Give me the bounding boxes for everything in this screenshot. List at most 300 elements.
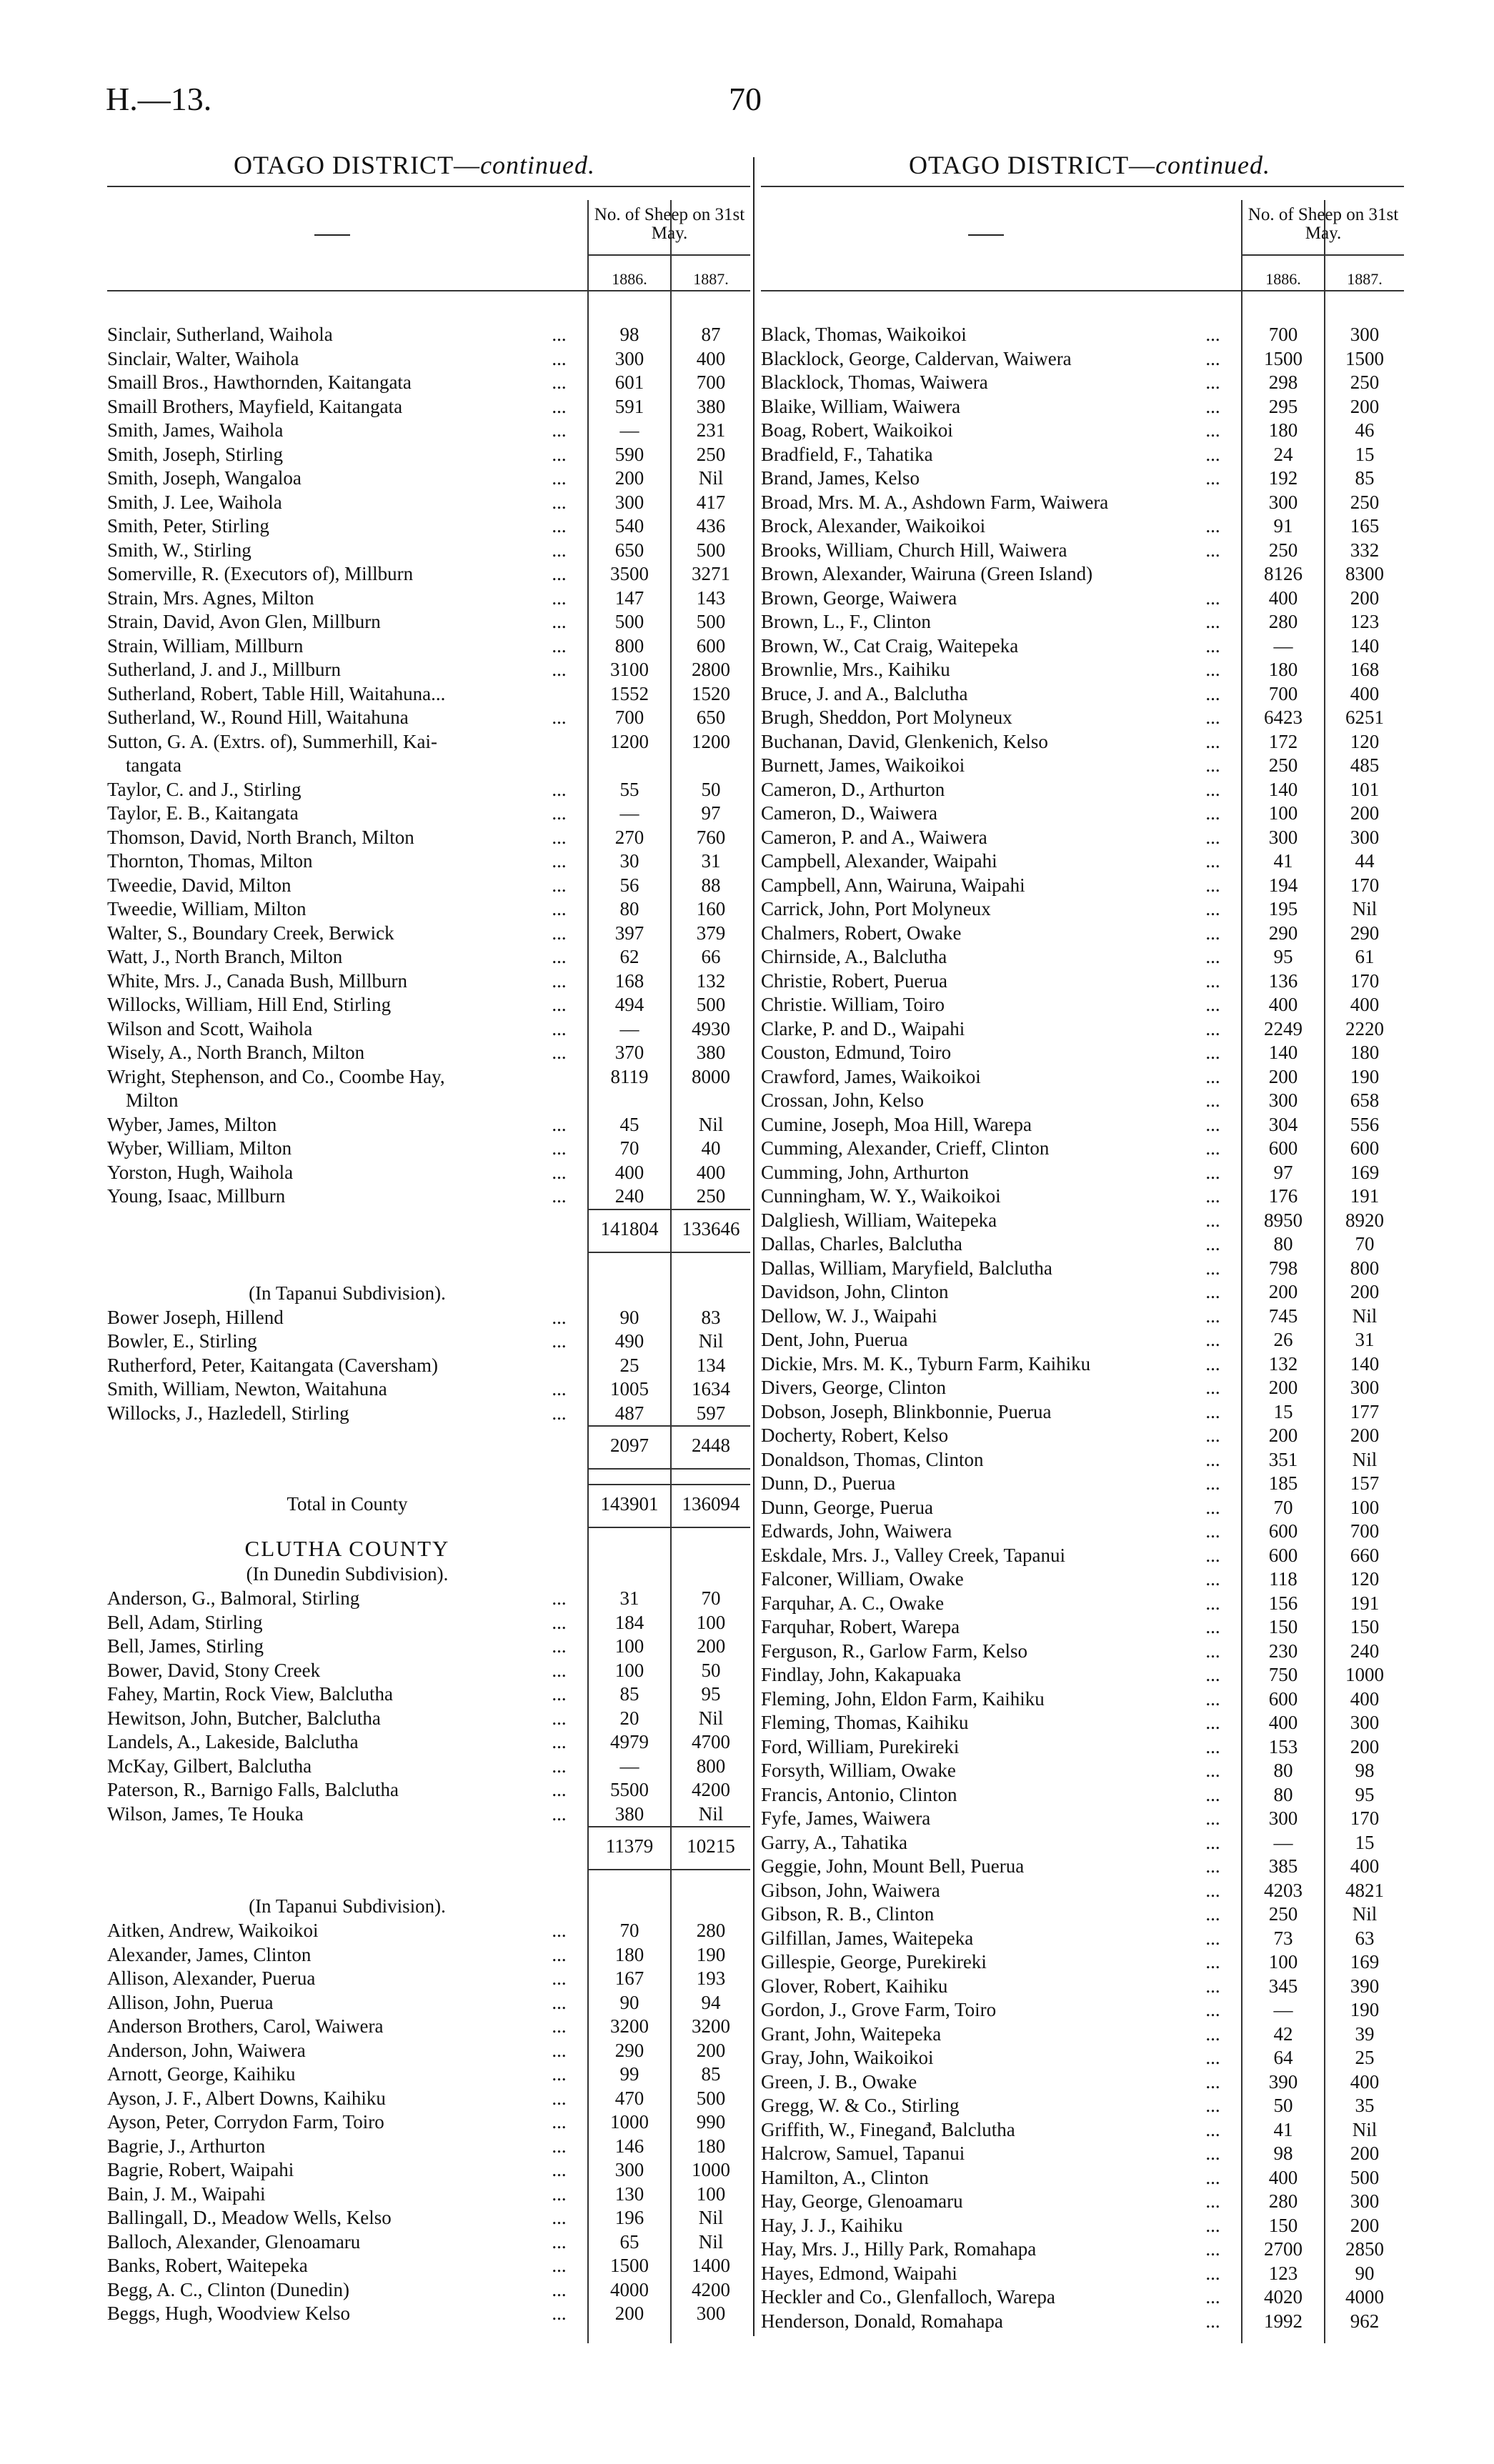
sheep-1886: 95 (1273, 946, 1293, 967)
sheep-1887: 170 (1350, 1807, 1380, 1829)
owner-name: Ayson, J. F., Albert Downs, Kaihiku (107, 2087, 386, 2109)
leader-dots: ... (552, 2278, 567, 2300)
table-row (761, 2094, 1404, 2118)
owner-name: Bowler, E., Stirling (107, 1330, 257, 1352)
sheep-1887: 4000 (1345, 2286, 1384, 2308)
sheep-1886: 130 (614, 2183, 644, 2205)
leader-dots: ... (552, 1330, 567, 1352)
table-row (107, 778, 750, 802)
sheep-1887: 400 (696, 1161, 726, 1183)
sheep-1886: 180 (1268, 419, 1298, 441)
sheep-1886: 56 (619, 874, 639, 896)
table-row (761, 587, 1404, 611)
sheep-1886: 250 (1268, 539, 1298, 561)
sheep-1887: 300 (1350, 1712, 1380, 1733)
owner-name: Bruce, J. and A., Balclutha (761, 682, 968, 704)
leader-dots: ... (1205, 419, 1220, 441)
sheep-1886: 98 (1273, 2143, 1293, 2164)
sheep-1887: 25 (1355, 2047, 1375, 2068)
table-row (761, 1711, 1404, 1735)
sheep-1886: 118 (1269, 1568, 1298, 1590)
sheep-1886: 700 (614, 707, 644, 728)
sheep-1887: 1400 (692, 2255, 730, 2276)
owner-name: Donaldson, Thomas, Clinton (761, 1448, 984, 1470)
table-row (107, 826, 750, 850)
owner-name: Fyfe, James, Waiwera (761, 1807, 931, 1829)
owner-name: Bell, James, Stirling (107, 1635, 264, 1657)
table-row (761, 1998, 1404, 2022)
sheep-1887: 200 (1350, 1425, 1380, 1446)
owner-name: Rutherford, Peter, Kaitangata (Caversham) (107, 1354, 438, 1376)
owner-name: Griffith, W., Fineganđ, Balclutha (761, 2118, 1015, 2140)
table-row (761, 1496, 1404, 1520)
table-row (761, 2142, 1404, 2166)
leader-dots: ... (552, 874, 567, 896)
leader-dots: ... (1205, 1855, 1220, 1877)
year-1887-heading: 1887. (693, 270, 729, 288)
sheep-1887: 3200 (692, 2015, 730, 2037)
table-row (761, 467, 1404, 491)
sheep-1887: 200 (1350, 587, 1380, 609)
table-row (761, 514, 1404, 539)
sheep-1886: 153 (1268, 1735, 1298, 1757)
leader-dots: ... (1205, 1975, 1220, 1997)
sheep-1887: 4200 (692, 1779, 730, 1800)
sheep-1886: 1000 (610, 2111, 649, 2133)
leader-dots: ... (552, 491, 567, 513)
leader-dots: ... (552, 1017, 567, 1039)
leader-dots: ... (552, 2303, 567, 2324)
sheep-1887: 87 (701, 324, 721, 345)
table-row (107, 993, 750, 1017)
sheep-1886: 132 (1268, 1352, 1298, 1375)
sheep-1886: 184 (614, 1611, 644, 1633)
table-row (107, 1659, 750, 1683)
sheep-1886: 200 (1268, 1377, 1298, 1398)
sheep-1886: 745 (1268, 1305, 1298, 1327)
sheep-1887: 8000 (692, 1065, 730, 1087)
sheep-1886: 280 (1268, 2190, 1298, 2212)
sheep-1886: 73 (1273, 1927, 1293, 1949)
leader-dots: ... (1205, 347, 1220, 369)
table-row (761, 1831, 1404, 1855)
sheep-1887: 98 (1355, 1760, 1375, 1781)
sheep-1887: 990 (696, 2111, 726, 2133)
owner-name: Heckler and Co., Glenfalloch, Warepa (761, 2286, 1055, 2308)
table-row (107, 514, 750, 539)
sheep-1887: 193 (696, 1967, 726, 1989)
table-row (761, 610, 1404, 634)
left-column-title: OTAGO DISTRICT—continued. (233, 151, 596, 179)
table-row (761, 1567, 1404, 1592)
subtotal-row (107, 1826, 750, 1870)
table-row (761, 1975, 1404, 1999)
table-row (761, 1879, 1404, 1903)
sheep-1887: 2220 (1345, 1017, 1384, 1039)
leader-dots: ... (552, 802, 567, 824)
sheep-1887: Nil (698, 2230, 724, 2253)
leader-dots: ... (1205, 754, 1220, 776)
table-row (107, 849, 750, 874)
leader-dots: ... (1205, 2214, 1220, 2236)
table-row (761, 1400, 1404, 1425)
sheep-1886: 800 (614, 634, 644, 657)
table-row (107, 1611, 750, 1635)
sheep-1887: 300 (1350, 324, 1380, 345)
sheep-1886: 1500 (610, 2255, 649, 2276)
total-1887: 136094 (682, 1493, 740, 1515)
table-row (761, 1328, 1404, 1352)
leader-dots: ... (552, 371, 567, 393)
sheep-1887: 190 (1350, 1999, 1380, 2020)
owner-name: Allison, John, Puerua (107, 1991, 274, 2013)
table-row (761, 1184, 1404, 1209)
leader-dots: ... (1205, 1113, 1220, 1135)
sheep-1886: 70 (619, 1920, 639, 1941)
table-row (107, 730, 750, 754)
table-row (107, 2254, 750, 2278)
owner-name: Hewitson, John, Butcher, Balclutha (107, 1707, 381, 1729)
table-row (107, 2110, 750, 2135)
sheep-1886: 180 (614, 1943, 644, 1965)
table-row (107, 2063, 750, 2087)
table-row (761, 371, 1404, 395)
table-row (761, 874, 1404, 898)
spacer (107, 1253, 750, 1282)
sheep-1887: 250 (696, 443, 726, 465)
sheep-1887: 290 (1350, 922, 1380, 944)
owner-name: Sutherland, J. and J., Millburn (107, 659, 341, 680)
leader-dots: ... (552, 2063, 567, 2085)
table-row (107, 1991, 750, 2015)
owner-name: Gray, John, Waikoikoi (761, 2047, 934, 2068)
leader-dots: ... (552, 419, 567, 441)
sheep-1887: 100 (696, 1611, 726, 1633)
sheep-1886: 100 (614, 1659, 644, 1681)
subtotal-row (107, 1209, 750, 1253)
sheep-1887: 157 (1350, 1472, 1380, 1494)
sheep-1886: 100 (1268, 802, 1298, 824)
sheep-1887: 400 (1350, 682, 1380, 704)
sheep-1886: 100 (614, 1635, 644, 1657)
table-row (761, 1927, 1404, 1951)
owner-name: Hay, George, Glenoamaru (761, 2190, 963, 2212)
year-1886-heading: 1886. (1265, 270, 1301, 288)
owner-name: Anderson Brothers, Carol, Waiwera (107, 2015, 384, 2037)
leader-dots: ... (552, 1402, 567, 1424)
sheep-1887: Nil (698, 1330, 724, 1352)
owner-name: Cumine, Joseph, Moa Hill, Warepa (761, 1113, 1032, 1135)
sheep-1887: 132 (696, 969, 726, 992)
leader-dots: ... (1205, 634, 1220, 657)
owner-name: Divers, George, Clinton (761, 1377, 946, 1398)
owner-name: Smaill Bros., Hawthornden, Kaitangata (107, 371, 412, 393)
sheep-1887: 85 (1355, 467, 1375, 489)
leader-dots: ... (552, 1779, 567, 1800)
leader-dots: ... (1205, 1472, 1220, 1494)
total-1887: 10215 (687, 1835, 735, 1857)
sheep-1887: 190 (696, 1943, 726, 1965)
sheep-1886: 600 (1268, 1520, 1298, 1542)
sheep-1887: 50 (701, 778, 721, 800)
table-row (107, 2230, 750, 2255)
table-row (761, 2118, 1404, 2143)
sheep-1887: Nil (698, 1113, 724, 1135)
owner-name: Young, Isaac, Millburn (107, 1185, 286, 1207)
table-row (107, 2206, 750, 2230)
sheep-1886: 600 (1268, 1687, 1298, 1710)
sheep-1886: 290 (1268, 922, 1298, 944)
owner-name: Grant, John, Waitepeka (761, 2022, 942, 2045)
leader-dots: ... (552, 2183, 567, 2205)
table-row (761, 1855, 1404, 1879)
sheep-1886: — (1273, 634, 1293, 657)
sheep-1887: 1000 (692, 2159, 730, 2180)
table-row (107, 1778, 750, 1802)
owner-name: Christie. William, Toiro (761, 994, 945, 1015)
sheep-1886: 98 (619, 324, 639, 345)
owner-name: Anderson, G., Balmoral, Stirling (107, 1587, 360, 1609)
owner-name: Smith, James, Waihola (107, 419, 284, 441)
sheep-1887: 250 (696, 1185, 726, 1207)
sheep-1886: 150 (1268, 2214, 1298, 2236)
owner-name: Boag, Robert, Waikoikoi (761, 419, 953, 441)
table-row (761, 323, 1404, 347)
sheep-1887: 169 (1350, 1161, 1380, 1183)
owner-name: Balloch, Alexander, Glenoamaru (107, 2230, 361, 2253)
sheep-1886: 240 (614, 1185, 644, 1207)
leader-dots: ... (1205, 2118, 1220, 2140)
table-row (761, 1113, 1404, 1137)
table-row (107, 2183, 750, 2207)
table-row (107, 1089, 750, 1113)
table-row (107, 969, 750, 994)
sheep-1887: 1520 (692, 682, 730, 704)
owner-name: Gordon, J., Grove Farm, Toiro (761, 1999, 997, 2020)
sheep-1887: 191 (1350, 1185, 1380, 1207)
sheep-1886: 500 (614, 611, 644, 632)
sheep-1887: 380 (696, 395, 726, 417)
owner-name: Crossan, John, Kelso (761, 1089, 924, 1111)
sheep-1886: 600 (1268, 1544, 1298, 1566)
sheep-1887: 760 (696, 826, 726, 848)
sheep-1886: 200 (614, 2303, 644, 2324)
leader-dots: ... (1205, 1448, 1220, 1470)
leader-dots: ... (552, 2015, 567, 2037)
owner-name: Smaill Brothers, Mayfield, Kaitangata (107, 395, 403, 417)
leader-dots: ... (1205, 1760, 1220, 1781)
sheep-1887: 150 (1350, 1616, 1380, 1637)
table-row (761, 658, 1404, 682)
owner-name: Burnett, James, Waikoikoi (761, 754, 965, 776)
leader-dots: ... (552, 1920, 567, 1941)
leader-dots: ... (552, 826, 567, 848)
owner-name: Blacklock, George, Caldervan, Waiwera (761, 347, 1072, 369)
total-label: Total in County (287, 1493, 408, 1515)
leader-dots: ... (1205, 850, 1220, 872)
section-heading-text: (In Dunedin Subdivision). (246, 1563, 449, 1585)
page-number: 70 (729, 81, 762, 117)
table-row (761, 2262, 1404, 2286)
sheep-1886: 300 (1268, 1089, 1298, 1111)
right-column (761, 186, 1404, 2336)
table-row (761, 1089, 1404, 1113)
owner-name: Bagrie, Robert, Waipahi (107, 2159, 294, 2180)
sheep-1887: 61 (1355, 946, 1375, 967)
leader-dots: ... (1205, 2286, 1220, 2308)
sheep-1886: 185 (1268, 1472, 1298, 1494)
owner-name: Willocks, William, Hill End, Stirling (107, 994, 392, 1015)
owner-name: Francis, Antonio, Clinton (761, 1783, 957, 1805)
owner-name: Geggie, John, Mount Bell, Puerua (761, 1855, 1025, 1877)
sheep-1887: 700 (696, 371, 726, 393)
owner-name: Dent, John, Puerua (761, 1329, 908, 1350)
leader-dots: ... (552, 1707, 567, 1729)
leader-dots: ... (552, 2255, 567, 2276)
owner-name: Crawford, James, Waikoikoi (761, 1065, 981, 1087)
table-row (107, 706, 750, 730)
sheep-1886: 24 (1273, 443, 1293, 465)
sheep-1887: 66 (701, 946, 721, 967)
sheep-1886: 298 (1268, 371, 1298, 393)
table-row (761, 443, 1404, 467)
sheep-1886: 70 (1273, 1496, 1293, 1518)
owner-name: tangata (126, 754, 181, 776)
leader-dots: ... (552, 443, 567, 465)
sheep-1887: 70 (1355, 1233, 1375, 1255)
sheep-1887: 231 (696, 419, 726, 441)
owner-name: Ford, William, Purekireki (761, 1735, 960, 1757)
sheep-1887: Nil (698, 2207, 724, 2228)
sheep-1886: 4203 (1264, 1879, 1303, 1901)
sheep-1886: 91 (1273, 515, 1293, 537)
sheep-1887: 500 (696, 611, 726, 632)
sheep-1887: 50 (701, 1659, 721, 1681)
sheep-1886: 591 (614, 395, 644, 417)
table-row (107, 323, 750, 347)
total-1886: 11379 (605, 1835, 654, 1857)
leader-dots: ... (552, 1991, 567, 2013)
table-row (761, 993, 1404, 1017)
sheep-1887: 46 (1355, 419, 1375, 441)
leader-dots: ... (1205, 2238, 1220, 2260)
section-heading (107, 1895, 750, 1919)
sheep-1886: 1552 (610, 682, 649, 704)
sheep-heading: No. of Sheep on 31st May. (594, 205, 745, 243)
sheep-1887: Nil (1352, 1903, 1378, 1925)
leader-dots: ... (552, 2207, 567, 2228)
sheep-1886: 2700 (1264, 2238, 1303, 2260)
sheep-1886: 200 (1268, 1065, 1298, 1087)
owner-name: Carrick, John, Port Molyneux (761, 898, 991, 919)
sheep-1886: 20 (619, 1707, 639, 1729)
leader-dots: ... (1205, 1042, 1220, 1063)
sheep-1886: 200 (614, 467, 644, 489)
table-row (107, 2302, 750, 2326)
table-row (107, 1730, 750, 1755)
sheep-1886: 90 (619, 1991, 639, 2013)
table-row (107, 1041, 750, 1065)
leader-dots: ... (552, 946, 567, 967)
sheep-1886: 280 (1268, 611, 1298, 632)
sheep-1886: 601 (614, 371, 644, 393)
table-row (761, 1759, 1404, 1783)
owner-name: Thornton, Thomas, Milton (107, 850, 313, 872)
sheep-1886: 176 (1268, 1185, 1298, 1207)
owner-name: Bower Joseph, Hillend (107, 1306, 284, 1328)
table-row (761, 395, 1404, 419)
table-row (761, 1041, 1404, 1065)
owner-name: Bower, David, Stony Creek (107, 1659, 321, 1681)
table-row (107, 1802, 750, 1827)
leader-dots: ... (1205, 874, 1220, 896)
table-row (761, 1232, 1404, 1257)
owner-name: Smith, William, Newton, Waitahuna (107, 1378, 387, 1400)
leader-dots: ... (552, 347, 567, 369)
leader-dots: ... (1205, 1592, 1220, 1614)
sheep-1887: 63 (1355, 1927, 1375, 1949)
sheep-1887: 962 (1350, 2310, 1380, 2332)
leader-dots: ... (552, 539, 567, 561)
leader-dots: ... (552, 1185, 567, 1207)
table-row (761, 1783, 1404, 1807)
owner-name: Glover, Robert, Kaihiku (761, 1975, 948, 1997)
sheep-1887: 101 (1350, 778, 1380, 800)
sheep-1886: 65 (619, 2230, 639, 2253)
sheep-1887: 597 (696, 1402, 726, 1424)
table-row (761, 1663, 1404, 1687)
owner-name: Sinclair, Walter, Waihola (107, 347, 299, 369)
table-row (761, 706, 1404, 730)
leader-dots: ... (1205, 2047, 1220, 2068)
sheep-1886: 41 (1273, 2118, 1293, 2140)
leader-dots: ... (552, 467, 567, 489)
owner-name: Bell, Adam, Stirling (107, 1611, 263, 1633)
table-row (761, 1280, 1404, 1305)
leader-dots: ... (552, 587, 567, 609)
sheep-1887: 165 (1350, 515, 1380, 537)
sheep-1886: 200 (1268, 1425, 1298, 1446)
sheep-1886: 168 (614, 969, 644, 992)
spacer (107, 1870, 750, 1895)
sheep-1886: 250 (1268, 754, 1298, 776)
sheep-1886: 300 (1268, 1807, 1298, 1829)
sheep-1886: — (619, 802, 639, 824)
sheep-1886: 85 (619, 1683, 639, 1705)
leader-dots: ... (1205, 1640, 1220, 1662)
owner-name: White, Mrs. J., Canada Bush, Millburn (107, 969, 407, 992)
sheep-1886: 1200 (610, 730, 649, 752)
table-row (761, 1376, 1404, 1400)
sheep-1887: 120 (1350, 1568, 1380, 1590)
sheep-1887: 4930 (692, 1017, 730, 1039)
sheep-1887: 100 (696, 2183, 726, 2205)
sheep-1886: 600 (1268, 1137, 1298, 1159)
table-row (761, 682, 1404, 707)
table-row (761, 1137, 1404, 1161)
sheep-1887: 168 (1350, 659, 1380, 680)
owner-name: Dobson, Joseph, Blinkbonnie, Puerua (761, 1400, 1052, 1422)
sheep-1886: 5500 (610, 1779, 649, 1800)
leader-dots: ... (1205, 707, 1220, 728)
sheep-1886: 490 (614, 1330, 644, 1352)
table-row (107, 467, 750, 491)
sheep-1887: 556 (1350, 1113, 1380, 1135)
sheep-1886: 798 (1268, 1257, 1298, 1279)
sheep-1886: 192 (1268, 467, 1298, 489)
sheep-1887: 97 (701, 802, 721, 824)
sheep-1887: 200 (1350, 395, 1380, 417)
